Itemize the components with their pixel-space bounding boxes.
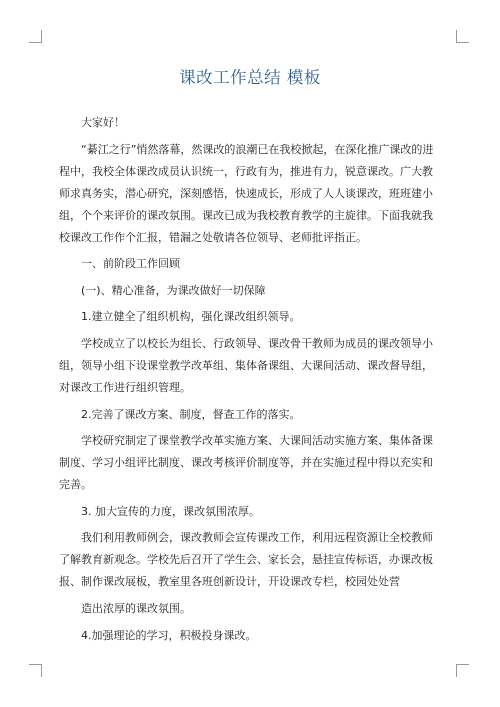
item-heading: 4.加强理论的学习，积极投身课改。 (81, 628, 257, 642)
body-paragraph: 学校成立了以校长为组长、行政领导、课改骨干教师为成员的课改领导小组，领导小组下设课堂教学改革组、集体备课组、大课间活动、课改督导组，对课改工作进行组织管理。 (59, 336, 433, 394)
document-title: 课改工作总结 模板 (179, 68, 321, 87)
crop-mark-top-right (456, 30, 469, 43)
crop-mark-top-left (29, 30, 42, 43)
greeting: 大家好！ (81, 116, 125, 129)
body-paragraph: 我们利用教师例会，课改教师会宣传课改工作，利用远程资源让全校教师了解教育新观念。学校先后召开了学生会、家长会，悬挂宣传标语，办课改板报、制作课改展板，教室里各班创新设计，开设课改专栏，校园处处营 (59, 531, 433, 589)
item-heading: 1.建立健全了组织机构，强化课改组织领导。 (81, 310, 301, 324)
intro-paragraph: “綦江之行”悄然落幕，然课改的浪潮已在我校掀起，在深化推广课改的进程中，我校全体课改成员认识统一，行政有为，推进有力，锐意课改。广大教师求真务实，潜心研究，深刻感悟，快速成长，形成了人人谈课改，班班建小组，个个来评价的课改氛围。课改已成为我校教育教学的主旋律。下面我就我校课改工作作个汇报，错漏之处敬请各位领导、老师批评指正。 (59, 142, 434, 244)
body-paragraph-continued: 造出浓厚的课改氛围。 (81, 601, 191, 615)
item-heading: 2.完善了课改方案、制度，督查工作的落实。 (81, 407, 301, 421)
document-body (59, 112, 443, 651)
crop-mark-bottom-left (29, 664, 42, 677)
crop-mark-bottom-right (456, 664, 469, 677)
section-heading: 一、前阶段工作回顾 (81, 257, 180, 271)
item-heading: 3. 加大宣传的力度，课改氛围浓厚。 (81, 504, 260, 518)
body-paragraph: 学校研究制定了课堂教学改革实施方案、大课间活动实施方案、集体备课制度、学习小组评比制度、课改考核评价制度等，并在实施过程中得以充实和完善。 (59, 434, 433, 492)
subsection-heading: (一)、精心准备，为课改做好一切保障 (81, 283, 266, 297)
